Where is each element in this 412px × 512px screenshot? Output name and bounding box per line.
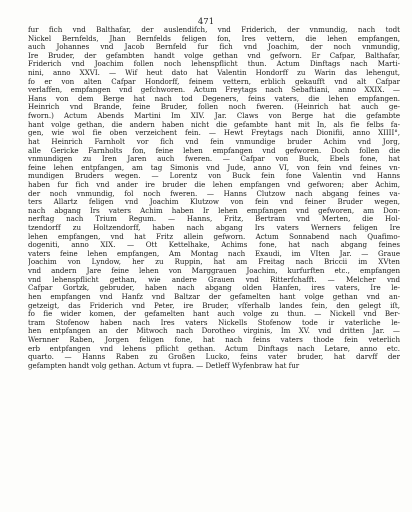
text-line: Hans von dem Berge hat nach tod Degeners, feins vaters, die lehen empfangen. [28, 94, 400, 103]
text-line: auch Johannes vnd Jacob Bernfeld fur fich vnd Joachim, der noch vnmundig, [28, 43, 400, 52]
text-line: feine lehen entpfangen, am tag Simonis vnd Jude, anno VI, von fein vnd feines vn- [28, 163, 400, 172]
text-line: verlaffen, empfangen vnd gefchworen. Actum Freytags nach Sebaftiani, anno XXIX. — [28, 86, 400, 95]
text-line: hen empfangen vnd Hanfz vnd Baltzar der gefamelten hant volge gethan vnd an- [28, 292, 400, 301]
body-text [28, 26, 400, 370]
text-line: Joachim von Lyndow, her zu Ruppin, hat am Freitag nach Briccii im XVten [28, 258, 400, 267]
text-line: alle Gericke Farnholts fon, feine lehen empfangen vnd gefworen. Doch follen die [28, 146, 400, 155]
text-line: der noch vnmundig, fol noch fweren. — Hanns Clutzow nach abgang feines va- [28, 189, 400, 198]
text-line: getzeigt, das Friderich vnd Peter, ire Bruder, vſferhalb landes fein, den gelegt iſt, [28, 301, 400, 310]
text-line: vnd andern Jare feine lehen von Marggrauen Joachim, kurfurften etc., empfangen [28, 267, 400, 276]
text-line: hat Heinrich Farnholt vor fich vnd fein vnmundige bruder Achim vnd Jorg, [28, 137, 400, 146]
text-line: haben fur fich vnd ander ire bruder die lehen empfangen vnd gefworen; aber Achim, [28, 180, 400, 189]
text-line: tzendorff zu Holtzendorff, haben nach abgang Irs vaters Werners feligen Ire [28, 224, 400, 233]
text-line: mundigen Bruders wegen. — Lorentz von Buck fein fone Valentin vnd Hanns [28, 172, 400, 181]
text-line: hen entpfangen an der Mitwoch nach Dorotheo virginis, Im XV. vnd dritten Jar. — [28, 327, 400, 336]
text-line: Wernner Raben, Jorgen feligen fone, hat nach feins vaters thode fein veterlich [28, 335, 400, 344]
text-line: fworn.) Actum Abends Martini Im XIV. Jar. Claws von Berge hat die gefambte [28, 112, 400, 121]
text-line: dogeniti, anno XIX. — Ott Kettelhake, Achims fone, hat nach abgang feines [28, 241, 400, 250]
text-line: tram Stofenow haben nach Ires vaters Nickells Stofenow tode ir vaterliche le- [28, 318, 400, 327]
text-line: lehen empfangen, vnd hat Fritz allein gefworn. Actum Sonnabend nach Quafimo- [28, 232, 400, 241]
text-line: Ire Bruder, der gefambten handt volge gethan vnd gefworn. Er Cafpar, Balthafar, [28, 51, 400, 60]
text-line: fo er von alten Cafpar Hondorff, feinem vettern, erblich gekaufft vnd alt Cafpar [28, 77, 400, 86]
text-line: quarto. — Hanns Raben zu Großen Lucko, feins vater bruder, hat darvff der [28, 353, 400, 362]
text-line: ters Allartz feligen vnd Joachim Klutzow von fein vnd feiner Bruder wegen, [28, 198, 400, 207]
text-line: vnmundigen zu Iren Jaren auch fweren. — Cafpar von Buck, Ebels fone, hat [28, 155, 400, 164]
text-line: gen, wie wol fie oben verzeichent fein. — Hewt Freytags nach Dionifii, anno XIIII°, [28, 129, 400, 138]
text-line: gefampten handt volg gethan. Actum vt fupra. — Detleff Wyfenbraw hat fur [28, 361, 300, 370]
page-number: 471 [197, 17, 215, 27]
text-line: hant volge gethan, die andern haben nicht die gefambte hant mit In, als fie felbs fa- [28, 120, 400, 129]
text-line: Friderich vnd Joachim follen noch lehenspflicht thun. Actum Dinftags nach Marti- [28, 60, 400, 69]
text-line: nach abgang Irs vaters Achim haben Ir lehen empfangen vnd gefworen, am Don- [28, 206, 400, 215]
text-line: vaters feine lehen empfangen, Am Montag nach Exaudi, im VIten Jar. — Graue [28, 249, 400, 258]
text-line: nerftag nach Trium Regum. — Hanns, Fritz, Bertram vnd Merten, die Hol- [28, 215, 400, 224]
text-line: fur fich vnd Balthafar, der auslendifch, vnd Friderich, der vnmundig, nach todt [28, 26, 400, 34]
text-line: Heinrich vnd Brande, feine Bruder, follen noch fweren. (Heinrich hat auch ge- [28, 103, 400, 112]
text-line: nini, anno XXVI. — Wif heut dato hat Valentin Hondorff zu Warin das lehengut, [28, 69, 400, 78]
text-line: vnd lehenspflicht gethan, wie andere Grauen vnd Ritterfchafft. — Melcher vnd [28, 275, 400, 284]
text-line: Cafpar Gortzk, gebruder, haben nach abgang olden Hanfen, ires vaters, Ire le- [28, 284, 400, 293]
text-line: fo fie wider komen, der gefamelten hant auch volge zu thun. — Nickell vnd Ber- [28, 310, 400, 319]
text-line: erb entpfangen vnd lehens pflicht gethan. Actum Dinftags nach Letare, anno etc. [28, 344, 400, 353]
text-line: Nickel Bernfelds, Jhan Bernfelds feligen fon, Ires vettern, die lehen empfangen, [28, 34, 400, 43]
